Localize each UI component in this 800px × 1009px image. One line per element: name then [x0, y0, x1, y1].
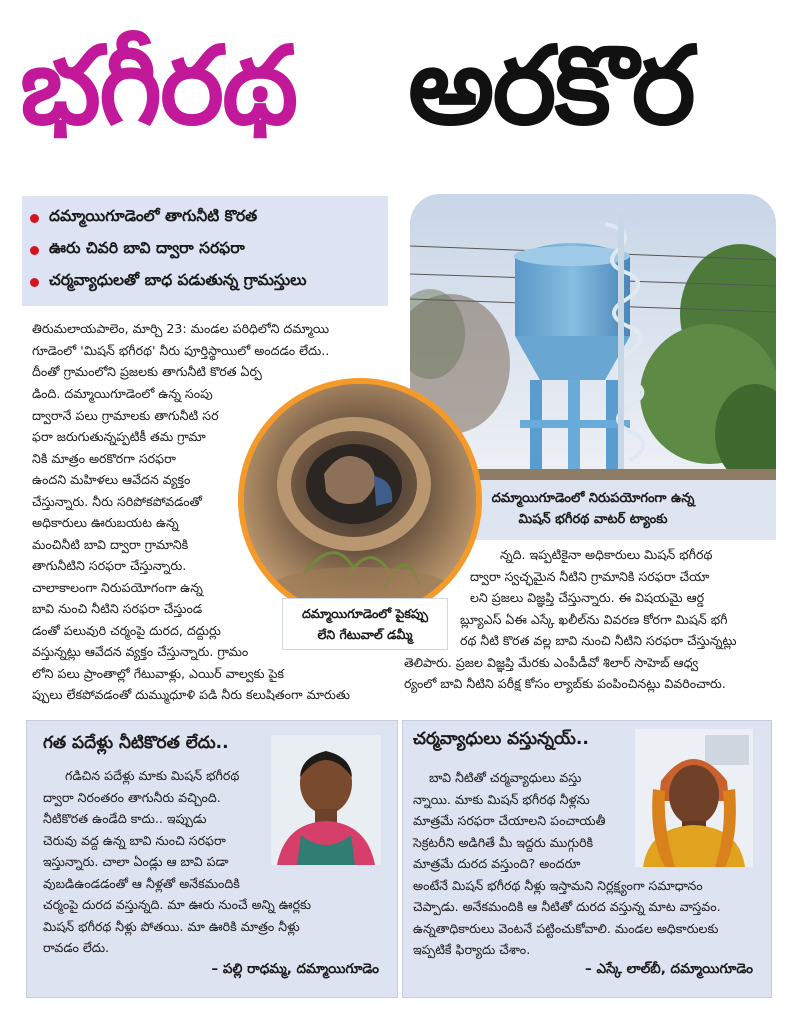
article-line: రథ నీటి కొరత వల్ల బావి నుంచి నీటిని సరఫరా చేస్తున్నట్లు — [460, 633, 737, 648]
quote-line: చెరువు వద్ద ఉన్న బావి నుంచి సరఫరా — [43, 832, 226, 848]
article-line: అధికారులు ఊరుబయట ఉన్న — [32, 515, 179, 530]
quote-line: మాత్రమే సరఫరా చేయాలని పంచాయతీ — [413, 813, 606, 828]
article-line: లని ప్రజలు విజ్ఞప్తి చేస్తున్నారు. ఈ విషయమై ఆర్డ — [470, 590, 705, 605]
article-line: ద్వారానే పలు గ్రామాలకు తాగునీటి సర — [32, 407, 219, 423]
article-line: చేస్తున్నారు. నీరు సరిపోకపోవడంతో — [32, 493, 202, 509]
quote-line: ఉన్నతాధికారులు వెంటనే పట్టించుకోవాలి. మండల అధికారులకు — [413, 920, 719, 936]
article-line: తిరుమలాయపాలెం, మార్చి 23: మండల పరిధిలోని దమ్మాయి — [32, 321, 330, 336]
article-line: ప్పులు లేకపోవడంతో దుమ్ముధూళి పడి నీరు కలుషితంగా మారుతు — [32, 687, 350, 702]
quote-line: బావి నీటితో చర్మవ్యాధులు వస్తు — [429, 770, 582, 785]
quote-line: ఇప్పటికే ఫిర్యాదు చేశాం. — [413, 942, 531, 957]
quote-box-left — [26, 720, 398, 998]
quote-line: వుబడిఉండడంతో ఆ నీళ్లతో అనేకమందికి — [43, 875, 240, 891]
quote-line: మాత్రమే దురద వస్తుంది? అందరూ — [413, 856, 581, 871]
article-line: ర్యంలో బావి నీటిని పరీక్ష కోసం ల్యాబ్‌కు పంపించినట్లు వివరించారు. — [404, 676, 726, 691]
headline — [20, 12, 780, 172]
article-line: ఫరా జరుగుతున్నప్పటికీ తమ గ్రామా — [32, 429, 206, 444]
quote-signature: – పల్లి రాధమ్మ, దమ్మాయిగూడెం — [211, 961, 379, 977]
bullet-dot-icon — [30, 214, 39, 223]
quote-line: మిషన్ భగీరథ నీళ్లు పోతయి. మా ఊరికి మాత్రం నీళ్లు — [43, 918, 300, 934]
article-line: గూడెంలో 'మిషన్ భగీరథ' నీరు పూర్తిస్థాయిలో అందడం లేదు.. — [32, 342, 330, 358]
article-line: నికి మాత్రం అరకొరగా సరఫరా — [32, 450, 176, 466]
article-line: డంతో పలువురి చర్మంపై దురద, దద్దుర్లు — [32, 622, 221, 638]
article-line: బావి నుంచి నీటిని సరఫరా చేస్తుండ — [32, 601, 203, 616]
quote-signature: – ఎస్కే లాల్‌బీ, దమ్మాయిగూడెం — [585, 961, 753, 977]
headline-left: భగీరథ — [20, 24, 297, 149]
tank-photo-caption: దమ్మాయిగూడెంలో నిరుపయోగంగా ఉన్న మిషన్ భగీరథ వాటర్ ట్యాంకు — [410, 480, 776, 540]
quote-line: నీటికొరత ఉండేది కాదు.. ఇప్పుడు — [43, 811, 207, 826]
article-line: న్నది. ఇప్పటికైనా అధికారులు మిషన్ భగీరథ — [500, 547, 713, 562]
quote-box-right — [402, 720, 772, 998]
well-photo-caption: దమ్మాయిగూడెంలో పైకప్పు లేని గేటువాల్ డమ్మీ — [282, 598, 448, 650]
quote-line: ద్వారా నిరంతరం తాగునీరు వచ్చింది. — [43, 789, 221, 805]
well-photo — [238, 378, 482, 622]
article-line: మంచినీటి బావి ద్వారా గ్రామానికి — [32, 536, 189, 552]
quote-title: గత పదేళ్లు నీటికొరత లేదు.. — [43, 733, 229, 753]
quote-line: ఇస్తున్నారు. చాలా ఏండ్లు ఆ బావి పడా — [43, 854, 229, 869]
quote-line: రావడం లేదు. — [43, 940, 110, 955]
article-line: తాగునీటిని సరఫరా చేస్తున్నారు. — [32, 558, 187, 573]
highlights-box — [22, 196, 388, 306]
quote-line: చెప్పాడు. అనేకమందికి ఆ నీటితో దురద వస్తున్న మాట వాస్తవం. — [413, 899, 721, 914]
quote-line: న్నాయి. మాకు మిషన్ భగీరథ నీళ్లను — [413, 791, 590, 807]
article-line: దీంతో గ్రామంలోని ప్రజలకు తాగునీటి కొరత ఏర్ప — [32, 364, 262, 379]
quote-line: చర్మంపై దురద వస్తున్నది. మా ఊరు నుంచే అన్ని ఊర్లకు — [43, 897, 311, 912]
quote-body — [413, 767, 721, 961]
article-line: డింది. దమ్మాయిగూడెంలో ఉన్న సంపు — [32, 386, 213, 401]
quote-line: సెక్రటరీని అడిగితే మీ ఇద్దరు ముగ్గురికి — [413, 834, 594, 850]
highlight-item: దమ్మాయిగూడెంలో తాగునీటి కొరత — [30, 202, 380, 234]
article-line: ఉందని మహిళలు ఆవేదన వ్యక్తం — [32, 472, 191, 487]
quote-line: అంటేనే మిషన్ భగీరథ నీళ్లు ఇస్తామని నిర్లక్ష్యంగా సమాధానం — [413, 877, 703, 893]
article-line: చాలాకాలంగా నిరుపయోగంగా ఉన్న — [32, 579, 203, 595]
quote-line: గడిచిన పదేళ్లు మాకు మిషన్ భగీరథ — [65, 768, 240, 783]
headline-right: అరకొర — [408, 24, 694, 149]
article-line: వస్తున్నట్లు ఆవేదన వ్యక్తం చేస్తున్నారు. గ్రామం — [32, 644, 249, 659]
article-intro — [32, 318, 402, 383]
article-line: తెలిపారు. ప్రజల విజ్ఞప్తి మేరకు ఎంపీడీవో శిలార్ సాహెబ్ ఆధ్వ — [404, 654, 699, 670]
bullet-dot-icon — [30, 278, 39, 287]
quote-body — [43, 765, 311, 959]
article-line: ద్వారా స్వచ్ఛమైన నీటిని గ్రామానికి సరఫరా చేయా — [470, 568, 710, 584]
highlight-item: ఊరు చివరి బావి ద్వారా సరఫరా — [30, 234, 380, 266]
highlight-item: చర్మవ్యాధులతో బాధ పడుతున్న గ్రామస్తులు — [30, 266, 380, 298]
bullet-dot-icon — [30, 246, 39, 255]
article-line: లోని పలు ప్రాంతాల్లో గేటువాళ్లు, ఎయిర్ వాల్వకు పైక — [32, 665, 284, 681]
quote-title: చర్మవ్యాధులు వస్తున్నయ్.. — [413, 729, 589, 749]
article-line: బ్ల్యూఎస్ ఏఈ ఎస్కే ఖలీల్‌ను వివరణ కోరగా మిషన్ భగీ — [460, 611, 728, 627]
